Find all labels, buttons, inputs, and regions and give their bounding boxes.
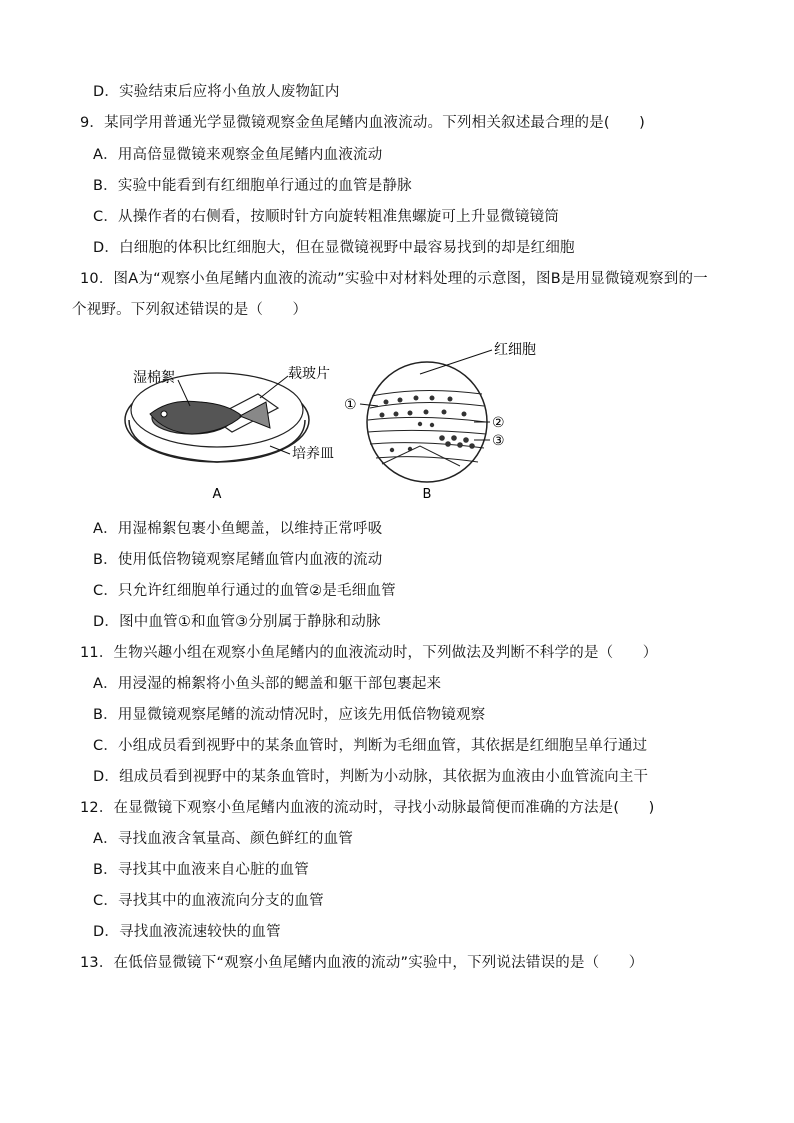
q9-option-c: C．从操作者的右侧看，按顺时针方向旋转粗准焦螺旋可上升显微镜镜筒 — [93, 209, 560, 225]
label-vessel-2: ② — [492, 415, 505, 431]
q9-option-a: A．用高倍显微镜来观察金鱼尾鳍内血液流动 — [93, 147, 383, 163]
label-cotton: 湿棉絮 — [133, 370, 175, 386]
q12-option-a: A．寻找血液含氧量高、颜色鲜红的血管 — [93, 831, 354, 847]
q11-stem: 11．生物兴趣小组在观察小鱼尾鳍内的血液流动时，下列做法及判断不科学的是（ ） — [80, 645, 658, 661]
q12-option-b: B．寻找其中血液来自心脏的血管 — [93, 862, 309, 878]
label-vessel-1: ① — [344, 397, 357, 413]
q10-stem-line2: 个视野。下列叙述错误的是（ ） — [72, 302, 308, 318]
q10-option-d: D．图中血管①和血管③分别属于静脉和动脉 — [93, 614, 381, 630]
figure-a-petri-dish — [125, 373, 309, 462]
q9-option-b: B．实验中能看到有红细胞单行通过的血管是静脉 — [93, 178, 412, 194]
q12-option-c: C．寻找其中的血液流向分支的血管 — [93, 893, 324, 909]
label-rbc: 红细胞 — [494, 342, 536, 358]
q11-option-b: B．用显微镜观察尾鳍的流动情况时，应该先用低倍物镜观察 — [93, 707, 486, 723]
q9-stem: 9．某同学用普通光学显微镜观察金鱼尾鳍内血液流动。下列相关叙述最合理的是( ) — [80, 115, 646, 131]
q8-option-d: D．实验结束后应将小鱼放人废物缸内 — [93, 84, 340, 100]
q11-option-d: D．组成员看到视野中的某条血管时，判断为小动脉，其依据为血液由小血管流向主干 — [93, 769, 649, 785]
q10-option-a: A．用湿棉絮包裹小鱼鳃盖，以维持正常呼吸 — [93, 521, 383, 537]
q10-figure — [120, 336, 540, 508]
caption-a: A — [212, 487, 222, 502]
q13-stem: 13．在低倍显微镜下“观察小鱼尾鳍内血液的流动”实验中，下列说法错误的是（ ） — [80, 955, 644, 971]
q11-option-c: C．小组成员看到视野中的某条血管时，判断为毛细血管，其依据是红细胞呈单行通过 — [93, 738, 648, 754]
q12-stem: 12．在显微镜下观察小鱼尾鳍内血液的流动时，寻找小动脉最简便而准确的方法是( ) — [80, 800, 655, 816]
caption-b: B — [422, 487, 432, 502]
q10-option-b: B．使用低倍物镜观察尾鳍血管内血液的流动 — [93, 552, 383, 568]
figure-b-microscope-view — [360, 350, 492, 482]
label-slide: 载玻片 — [288, 366, 330, 382]
q11-option-a: A．用浸湿的棉絮将小鱼头部的鳃盖和躯干部包裹起来 — [93, 676, 442, 692]
q9-option-d: D．白细胞的体积比红细胞大，但在显微镜视野中最容易找到的却是红细胞 — [93, 240, 575, 256]
q12-option-d: D．寻找血液流速较快的血管 — [93, 924, 281, 940]
label-vessel-3: ③ — [492, 433, 505, 449]
q10-option-c: C．只允许红细胞单行通过的血管②是毛细血管 — [93, 583, 396, 599]
label-dish: 培养皿 — [292, 446, 334, 462]
q10-stem-line1: 10．图A为“观察小鱼尾鳍内血液的流动”实验中对材料处理的示意图，图B是用显微镜观察到的一 — [80, 271, 708, 287]
